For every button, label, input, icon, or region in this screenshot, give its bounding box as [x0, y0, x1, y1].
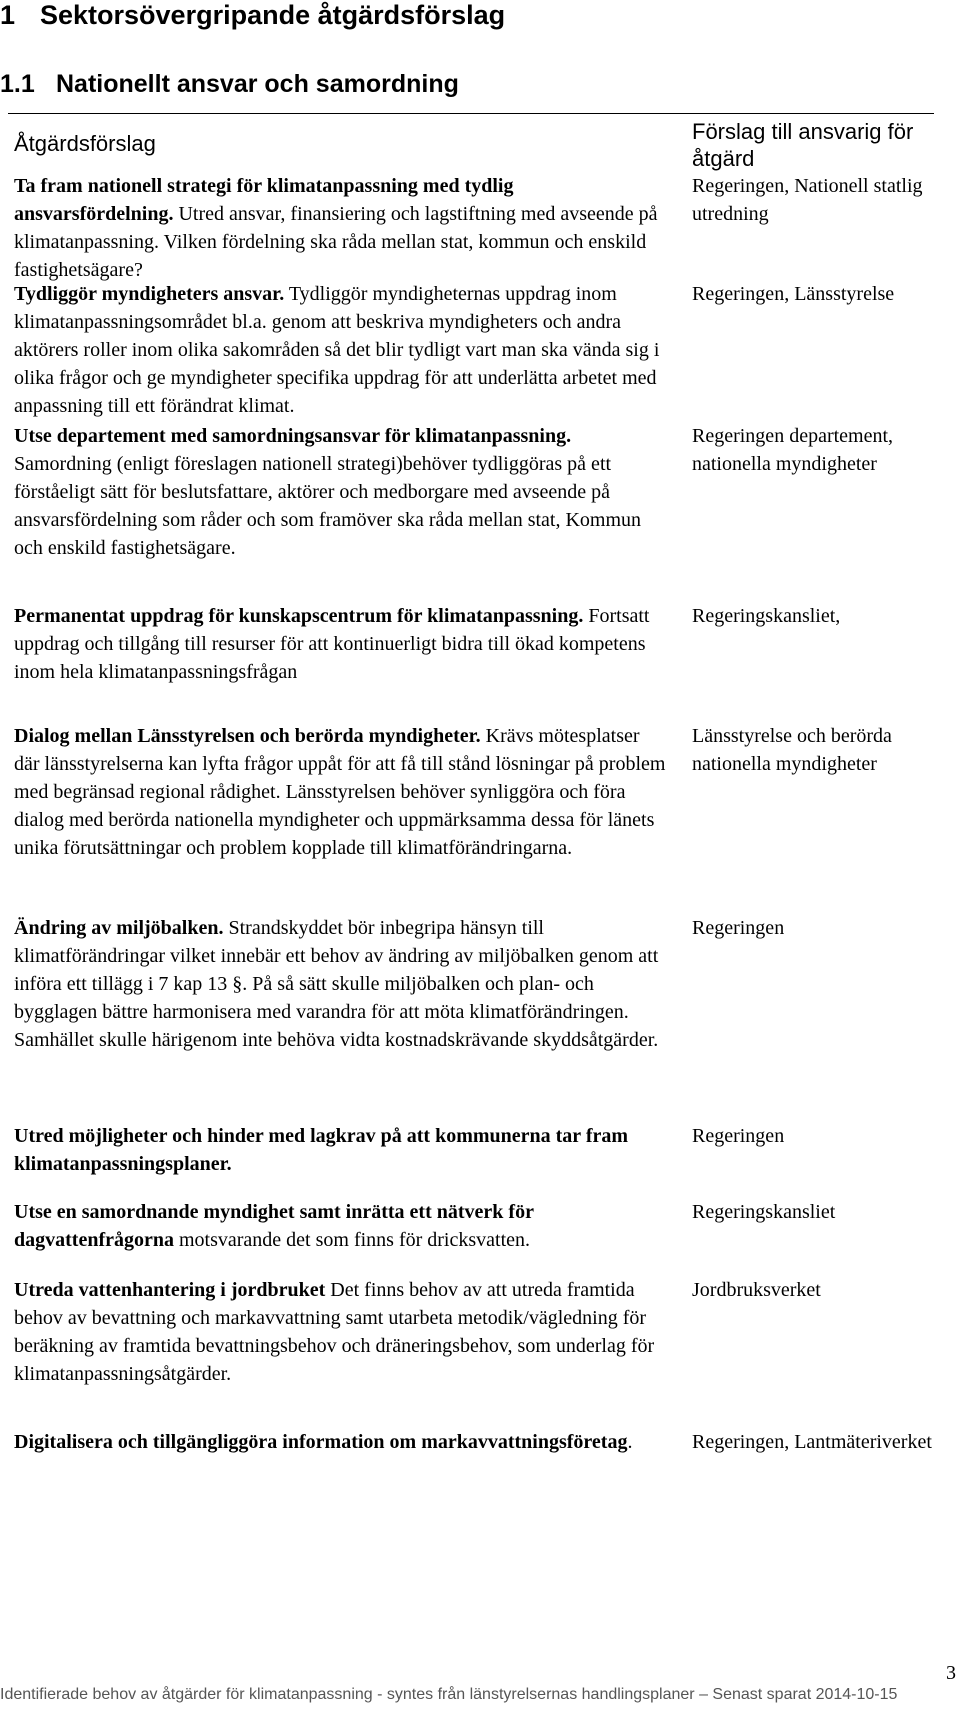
- measure-text: Tydliggör myndigheternas uppdrag inom klimatanpassningsområdet bl.a. genom att beskriva myndigheters och andra aktörers roller inom olika sakområden så det blir tydligt vart man ska vända sig i olika frågor och ge myndigheter specifika uppdrag för att underlätta arbetet med anpassning till ett förändrat klimat.: [14, 283, 660, 417]
- responsible-cell: Regeringen, Nationell statlig utredning: [692, 175, 923, 225]
- table-row: [14, 914, 668, 1054]
- table-row: [14, 1122, 668, 1178]
- responsible-cell: Jordbruksverket: [692, 1279, 821, 1301]
- section-heading: [0, 0, 505, 31]
- subsection-heading: [0, 70, 459, 99]
- table-row: [14, 280, 668, 420]
- responsible-cell: Länsstyrelse och berörda nationella myndigheter: [692, 725, 892, 775]
- measure-text: .: [627, 1431, 633, 1453]
- page-footer: Identifierade behov av åtgärder för klimatanpassning - syntes från länstyrelsernas handlingsplaner – Senast sparat 2014-10-15: [0, 1686, 898, 1703]
- responsible-cell: Regeringskansliet,: [692, 605, 841, 627]
- measure-title: Ändring av miljöbalken.: [14, 917, 224, 939]
- measure-text: Strandskyddet bör inbegripa hänsyn till klimatförändringar vilket innebär ett behov av ändring av miljöbalken genom att införa ett tillägg i 7 kap 13 §. På så sätt skulle miljöbalken och plan- och bygglagen bättre harmonisera med varandra för att möta klimatförändringen. Samhället skulle härigenom inte behöva vidta kostnadskrävande skyddsåtgärder.: [14, 917, 659, 1051]
- measure-text: Fortsatt uppdrag och tillgång till resurser för att kontinuerligt bidra till ökad kompetens inom hela klimatanpassningsfrågan: [14, 605, 650, 683]
- table-header-measures: Åtgärdsförslag: [14, 131, 156, 156]
- table-row: [14, 1276, 668, 1388]
- measure-text: Utred ansvar, finansiering och lagstiftning med avseende på klimatanpassning. Vilken fördelning ska råda mellan stat, kommun och enskild fastighetsägare?: [14, 203, 658, 281]
- responsible-cell: Regeringskansliet: [692, 1201, 836, 1223]
- section-number: 1: [0, 0, 16, 30]
- table-row: [14, 722, 668, 862]
- measure-text: Det finns behov av att utreda framtida behov av bevattning och markavvattning samt utarbeta metodik/vägledning för beräkning av framtida bevattningsbehov och dräneringsbehov, som underlag för klimatanpassningsåtgärder.: [14, 1279, 655, 1385]
- responsible-cell: Regeringen: [692, 917, 785, 939]
- table-row: [14, 1198, 668, 1254]
- table-row: [14, 1428, 668, 1456]
- table-header-responsible: Förslag till ansvarig för åtgärd: [692, 119, 914, 171]
- measure-title: Permanentat uppdrag för kunskapscentrum för klimatanpassning.: [14, 605, 584, 627]
- measure-title: Ta fram nationell strategi för klimatanpassning med tydlig ansvarsfördelning.: [14, 175, 514, 225]
- measure-text: Samordning (enligt föreslagen nationell strategi)behöver tydliggöras på ett förståeligt sätt för beslutsfattare, aktörer och medborgare med avseende på ansvarsfördelning som råder och som framöver ska råda mellan stat, Kommun och enskild fastighetsägare.: [14, 453, 642, 559]
- measure-title: Digitalisera och tillgängliggöra information om markavvattningsföretag: [14, 1431, 628, 1453]
- measure-title: Utreda vattenhantering i jordbruket: [14, 1279, 326, 1301]
- responsible-cell: Regeringen, Lantmäteriverket: [692, 1431, 932, 1453]
- measure-title: Utse en samordnande myndighet samt inrätta ett nätverk för dagvattenfrågorna: [14, 1201, 534, 1251]
- measure-title: Utse departement med samordningsansvar för klimatanpassning.: [14, 425, 572, 447]
- measure-text: Krävs mötesplatser där länsstyrelserna kan lyfta frågor uppåt för att få till stånd lösningar på problem med begränsad regional rådighet. Länsstyrelsen behöver synliggöra och föra dialog med berörda nationella myndigheter och uppmärksamma dessa för länets unika förutsättningar och problem kopplade till klimatförändringarna.: [14, 725, 666, 859]
- subsection-title: Nationellt ansvar och samordning: [56, 70, 459, 98]
- responsible-cell: Regeringen departement, nationella myndigheter: [692, 425, 894, 475]
- measure-title: Dialog mellan Länsstyrelsen och berörda myndigheter.: [14, 725, 481, 747]
- measure-title: Utred möjligheter och hinder med lagkrav på att kommunerna tar fram klimatanpassningsplaner.: [14, 1125, 629, 1175]
- measure-text: motsvarande det som finns för dricksvatten.: [173, 1229, 531, 1251]
- page-number: 3: [946, 1662, 956, 1684]
- section-title: Sektorsövergripande åtgärdsförslag: [40, 0, 506, 30]
- table-top-rule: [8, 113, 934, 114]
- table-row: [14, 172, 668, 284]
- measure-title: Tydliggör myndigheters ansvar.: [14, 283, 285, 305]
- subsection-number: 1.1: [0, 70, 35, 98]
- responsible-cell: Regeringen: [692, 1125, 785, 1147]
- responsible-cell: Regeringen, Länsstyrelse: [692, 283, 895, 305]
- table-row: [14, 422, 668, 562]
- table-row: [14, 602, 668, 686]
